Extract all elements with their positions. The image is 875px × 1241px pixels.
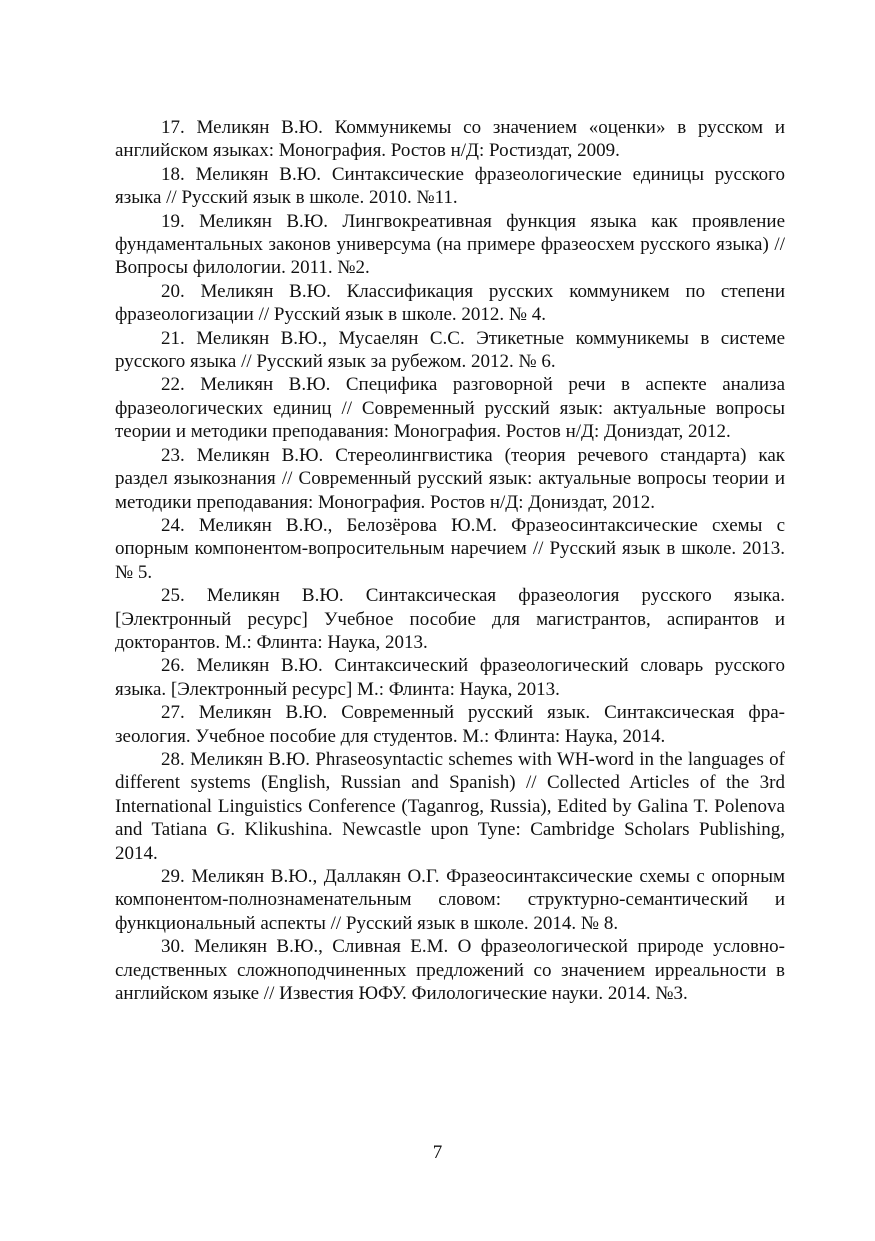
reference-item [115,444,785,514]
reference-list [115,116,785,1005]
reference-item [115,701,785,748]
reference-text: Меликян В.Ю., Сливная Е.М. О фразеологической природе условно-следственных сложноподчиненных предложений со значением ирреальности в английском языке // Известия ЮФУ. Филологические науки. 2014. №3. [115,936,785,1005]
reference-item [115,748,785,865]
reference-number: 30. [161,936,185,958]
reference-number: 29. [161,866,185,887]
reference-number: 21. [161,327,185,349]
reference-number: 23. [161,444,185,466]
reference-number: 25. [161,585,185,607]
reference-text: Меликян В.Ю. Специфика разговорной речи в аспекте анализа фразеологических единиц // Современный русский язык: актуальные вопросы теории и методики преподавания: Монография. Ростов н/Д: Дониздат, 2012. [115,374,785,443]
reference-text: Меликян В.Ю., Даллакян О.Г. Фразеосинтаксические схемы с опорным компонентом-полнознаменательным словом: структурно-семантический и функциональный аспекты // Русский язык в школе. 2014. № 8. [115,866,785,934]
reference-text: Меликян В.Ю., Белозёрова Ю.М. Фразеосинтаксические схемы с опорным компонентом-вопросительным наречием // Русский язык в школе. 2013. № 5. [115,514,786,583]
reference-item [115,514,785,584]
reference-number: 22. [161,374,185,396]
reference-item [115,584,785,654]
reference-number: 19. [161,210,185,232]
reference-item [115,280,785,327]
reference-text: Меликян В.Ю. Синтаксический фразеологический словарь русского языка. [Электронный ресурс] М.: Флинта: Наука, 2013. [115,655,785,700]
reference-item [115,327,785,374]
reference-text: Меликян В.Ю. Лингвокреативная функция языка как проявление фундаментальных законов универсума (на примере фразеосхем русского языка) // Вопросы филологии. 2011. №2. [115,210,785,279]
reference-text: Меликян В.Ю. Синтаксическая фразеология русского языка. [Электронный ресурс] Учебное пособие для магистрантов, аспирантов и докторантов. М.: Флинта: Наука, 2013. [115,585,786,653]
reference-text: Меликян В.Ю. Синтаксические фразеологические единицы русского языка // Русский язык в школе. 2010. №11. [115,163,785,209]
reference-number: 27. [161,702,185,724]
reference-text: Меликян В.Ю. Стереолингвистика (теория речевого стандарта) как раздел языкознания // Современный русский язык: актуальные вопросы теории и методики преподавания: Монография. Ростов н/Д: Дониздат, 2012. [115,444,786,513]
reference-number: 20. [161,280,185,302]
reference-number: 24. [161,514,185,536]
reference-text: Меликян В.Ю. Phraseosyntactic schemes with WH-word in the languages of different systems (English, Russian and Spanish) // Collected Articles of the 3rd International Linguistics Conference (Taganrog, Russia), Edited by Galina T. Polenova and Tatiana G. Klikushina. Newcastle upon Tyne: Cambridge Scholars Publishing, 2014. [115,748,786,864]
page-number: 7 [432,1142,443,1163]
reference-text: Меликян В.Ю. Классификация русских коммуникем по степени фразеологизации // Русский язык в школе. 2012. № 4. [115,280,785,326]
reference-item [115,865,785,935]
reference-item [115,935,785,1005]
reference-number: 28. [161,748,185,770]
reference-item [115,163,785,210]
reference-item [115,373,785,443]
reference-number: 18. [161,163,185,185]
reference-item [115,116,785,163]
reference-item [115,210,785,280]
reference-number: 26. [161,655,185,677]
reference-text: Меликян В.Ю., Мусаелян С.С. Этикетные коммуникемы в системе русского языка // Русский язык за рубежом. 2012. № 6. [115,327,786,373]
reference-text: Меликян В.Ю. Современный русский язык. Синтаксическая фразеология. Учебное пособие для студентов. М.: Флинта: Наука, 2014. [115,702,785,747]
reference-number: 17. [161,117,185,138]
reference-item [115,654,785,701]
reference-text: Меликян В.Ю. Коммуникемы со значением «оценки» в русском и английском языках: Монография. Ростов н/Д: Ростиздат, 2009. [115,117,785,162]
